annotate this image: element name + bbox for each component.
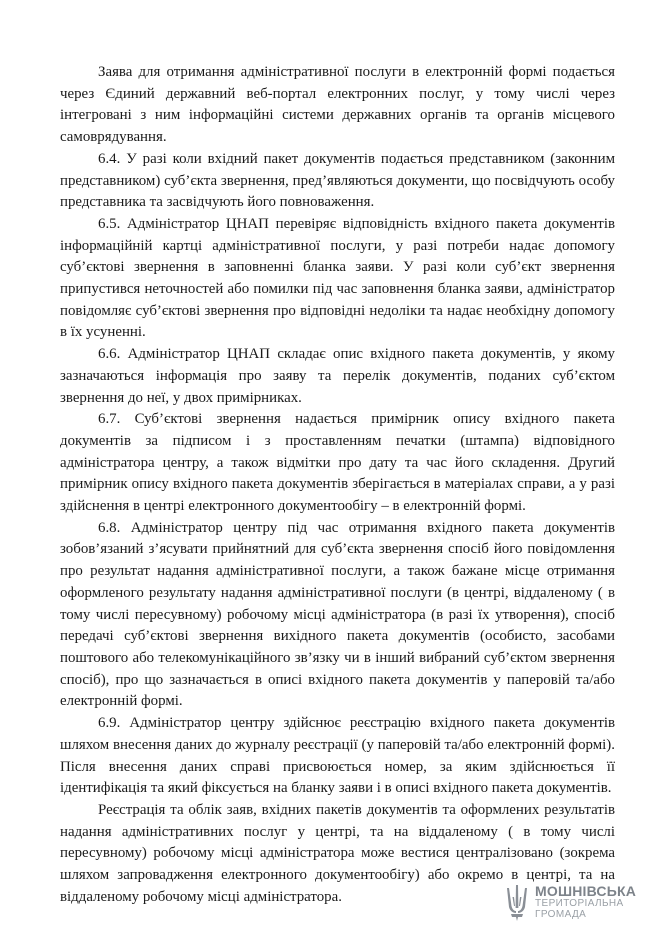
- paragraph-6-5: 6.5. Адміністратор ЦНАП перевіряє відповідність вхідного пакета документів інформаційній картці адміністративної послуги, у разі потреби надає допомогу суб’єктові звернення в заповненні бланка заяви. У разі коли суб’єкт звернення припустився неточностей або помилки під час заповнення бланка заяви, адміністратор повідомляє суб’єктові звернення про відповідні недоліки та надає необхідну допомогу в їх усуненні.: [60, 215, 615, 341]
- logo-title: МОШНІВСЬКА: [535, 883, 637, 899]
- community-logo: [505, 884, 635, 924]
- document-body: [60, 62, 615, 908]
- paragraph-6-6: 6.6. Адміністратор ЦНАП складає опис вхідного пакета документів, у якому зазначаються інформація про заяву та перелік документів, поданих суб’єктом звернення до неї, у двох примірниках.: [60, 346, 615, 406]
- paragraph-6-4: 6.4. У разі коли вхідний пакет документів подається представником (законним представником) суб’єкта звернення, пред’являються документи, що посвідчують особу представника та засвідчують його повноваження.: [60, 150, 615, 211]
- logo-subtitle-1: ТЕРИТОРІАЛЬНА: [535, 898, 624, 909]
- logo-subtitle-2: ГРОМАДА: [535, 909, 587, 920]
- paragraph-6-8: 6.8. Адміністратор центру під час отримання вхідного пакета документів зобов’язаний з’ясувати прийнятний для суб’єкта звернення спосіб його повідомлення про результат надання адміністративної послуги, а також бажане місце отримання оформленого результату надання адміністративної послуги (в центрі, віддаленому ( в тому числі пересувному) робочому місці адміністратора (в разі їх утворення), спосіб передачі суб’єктові звернення вихідного пакета документів (особисто, засобами поштового або телекомунікаційного зв’язку чи в інший вибраний суб’єктом звернення спосіб), про що зазначається в описі вхідного пакета документів у паперовій та/або електронній формі.: [60, 519, 615, 710]
- trident-icon: [505, 884, 529, 922]
- paragraph-intro: Заява для отримання адміністративної послуги в електронній формі подається через Єдиний державний веб-портал електронних послуг, у тому числі через інтегровані з ним інформаційні системи державних органів та органів місцевого самоврядування.: [60, 64, 615, 146]
- paragraph-registration: Реєстрація та облік заяв, вхідних пакетів документів та оформлених результатів надання адміністративних послуг у центрі, та на віддаленому ( в тому числі пересувному) робочому місці адміністратора може вестися централізовано (зокрема шляхом запровадження електронного документообігу) або окремо в центрі, та на віддаленому робочому місці адміністратора.: [60, 801, 615, 905]
- paragraph-6-7: 6.7. Суб’єктові звернення надається примірник опису вхідного пакета документів за підписом і з проставленням печатки (штампа) відповідного адміністратора центру, а також відмітки про дату та час його складення. Другий примірник опису вхідного пакета документів зберігається в матеріалах справи, а у разі здійснення в центрі електронного документообігу – в електронній формі.: [60, 411, 615, 515]
- logo-text: [535, 884, 636, 920]
- paragraph-6-9: 6.9. Адміністратор центру здійснює реєстрацію вхідного пакета документів шляхом внесення даних до журналу реєстрації (у паперовій та/або електронній формі). Після внесення даних справі присвоюється номер, за яким здійснюється її ідентифікація та який фіксується на бланку заяви і в описі вхідного пакета документів.: [60, 715, 615, 797]
